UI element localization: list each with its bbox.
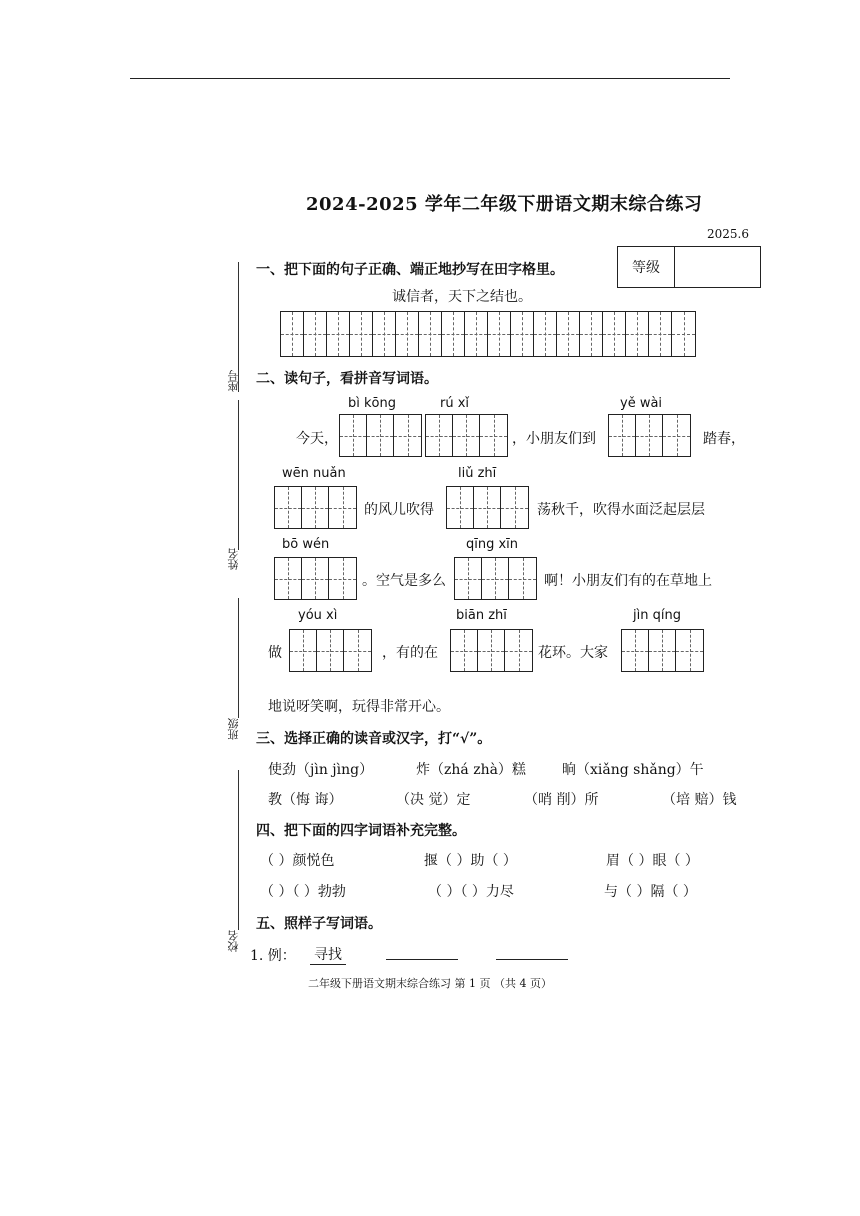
answer-grid[interactable] <box>274 557 357 600</box>
idiom-item[interactable]: 与（ ）隔（ ） <box>604 884 697 900</box>
sentence-text: ，有的在 <box>382 645 438 661</box>
margin-line <box>238 400 239 550</box>
grade-field[interactable] <box>675 247 760 287</box>
answer-grid[interactable] <box>608 414 691 457</box>
answer-grid[interactable] <box>289 629 372 672</box>
sentence-text: 地说呀笑啊，玩得非常开心。 <box>268 699 450 715</box>
pinyin: qīng xīn <box>466 537 519 552</box>
choice-item[interactable]: 晌（xiǎng shǎng）午 <box>562 762 704 778</box>
sentence-text: 踏春， <box>703 431 745 447</box>
seat-number-label: 座号 <box>227 370 240 392</box>
choice-item[interactable]: （培 赔）钱 <box>662 792 737 808</box>
class-label: 班级 <box>227 718 240 740</box>
pinyin: rú xǐ <box>440 396 470 411</box>
answer-grid[interactable] <box>274 486 357 529</box>
example-label: 1. 例： <box>250 948 296 964</box>
sentence-text: 做 <box>268 645 282 661</box>
pinyin: yě wài <box>620 396 663 411</box>
section5-heading: 五、照样子写词语。 <box>256 916 382 932</box>
writing-grid[interactable] <box>280 311 696 357</box>
margin-line <box>238 770 239 930</box>
page-footer: 二年级下册语文期末综合练习 第 1 页 （共 4 页） <box>308 977 552 990</box>
grade-label: 等级 <box>618 247 675 287</box>
pinyin: yóu xì <box>298 608 338 623</box>
sentence-text: 的风儿吹得 <box>364 502 434 518</box>
section2-heading: 二、读句子，看拼音写词语。 <box>256 371 438 387</box>
margin-line <box>238 598 239 718</box>
idiom-item[interactable]: 眉（ ）眼（ ） <box>606 853 699 869</box>
answer-grid[interactable] <box>621 629 704 672</box>
answer-blank[interactable] <box>496 945 568 960</box>
section4-heading: 四、把下面的四字词语补充完整。 <box>256 823 466 839</box>
page-title: 2024-2025 学年二年级下册语文期末综合练习 <box>306 194 703 215</box>
sentence-text: 花环。大家 <box>538 645 608 661</box>
section1-heading: 一、把下面的句子正确、端正地抄写在田字格里。 <box>256 262 564 278</box>
pinyin: jìn qíng <box>633 608 681 623</box>
answer-grid[interactable] <box>339 414 422 457</box>
section3-heading: 三、选择正确的读音或汉字，打“√”。 <box>256 731 492 747</box>
answer-blank[interactable] <box>386 945 458 960</box>
sentence-text: 荡秋千，吹得水面泛起层层 <box>537 502 705 518</box>
choice-item[interactable]: 炸（zhá zhà）糕 <box>416 762 526 778</box>
pinyin: liǔ zhī <box>458 466 497 481</box>
name-label: 姓名 <box>227 548 240 570</box>
idiom-item[interactable]: （ ）颜悦色 <box>260 853 335 869</box>
sentence-text: 今天， <box>296 431 338 447</box>
exam-date: 2025.6 <box>707 227 749 241</box>
sentence-text: 啊！小朋友们有的在草地上 <box>544 573 712 589</box>
example-word: 寻找 <box>310 944 346 965</box>
pinyin: biān zhī <box>456 608 507 623</box>
choice-item[interactable]: （哨 削）所 <box>524 792 599 808</box>
sentence-text: 。空气是多么 <box>362 573 446 589</box>
answer-grid[interactable] <box>450 629 533 672</box>
idiom-item[interactable]: 揠（ ）助（ ） <box>424 853 517 869</box>
idiom-item[interactable]: （ ）（ ）勃勃 <box>260 884 346 900</box>
pinyin: bì kōng <box>348 396 396 411</box>
answer-grid[interactable] <box>425 414 508 457</box>
grade-box <box>617 246 761 288</box>
choice-item[interactable]: 教（悔 诲） <box>268 792 343 808</box>
pinyin: bō wén <box>282 537 330 552</box>
idiom-item[interactable]: （ ）（ ）力尽 <box>428 884 514 900</box>
school-label: 校名 <box>227 930 240 952</box>
top-rule <box>130 78 730 79</box>
choice-item[interactable]: 使劲（jìn jìng） <box>268 762 374 778</box>
answer-grid[interactable] <box>446 486 529 529</box>
pinyin: wēn nuǎn <box>282 466 346 481</box>
sentence-text: ，小朋友们到 <box>512 431 596 447</box>
choice-item[interactable]: （决 觉）定 <box>396 792 471 808</box>
copy-sentence: 诚信者，天下之结也。 <box>392 289 532 305</box>
answer-grid[interactable] <box>454 557 537 600</box>
